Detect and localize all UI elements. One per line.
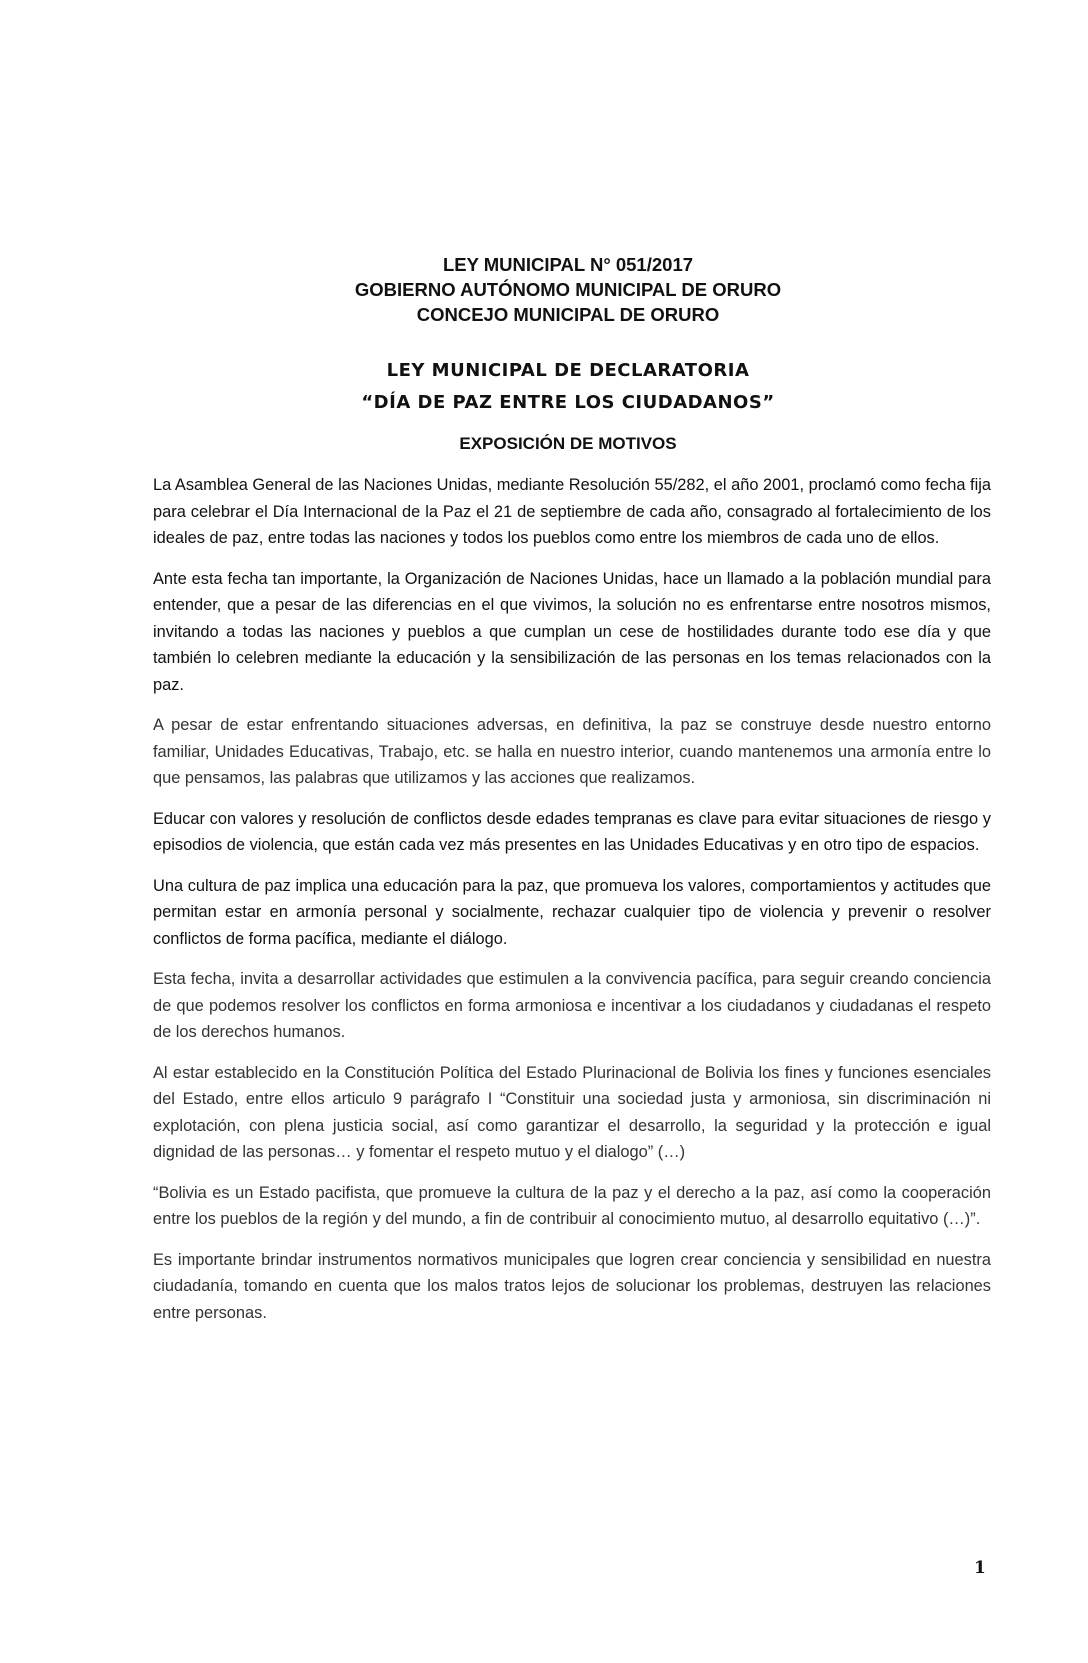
page-number: 1 [974,1558,986,1578]
document-header [153,252,983,327]
paragraph: Ante esta fecha tan importante, la Organización de Naciones Unidas, hace un llamado a la población mundial para entender, que a pesar de las diferencias en el que vivimos, la solución no es enfrentarse entre nosotros mismos, invitando a todas las naciones y pueblos a que cumplan un cese de hostilidades durante todo ese día y que también lo celebren mediante la educación y la sensibilización de las personas en los temas relacionados con la paz. [153,569,991,694]
paragraph: Al estar establecido en la Constitución Política del Estado Plurinacional de Bolivia los fines y funciones esenciales del Estado, entre ellos articulo 9 parágrafo I “Constituir una sociedad justa y armoniosa, sin discriminación ni explotación, con plena justicia social, así como garantizar el desarrollo, la seguridad y la protección e igual dignidad de las personas… y fomentar el respeto mutuo y el dialogo” (…) [153,1063,991,1161]
paragraph: “Bolivia es un Estado pacifista, que promueve la cultura de la paz y el derecho a la paz, así como la cooperación entre los pueblos de la región y del mundo, a fin de contribuir al conocimiento mutuo, al desarrollo equitativo (…)”. [153,1183,991,1228]
council-name: CONCEJO MUNICIPAL DE ORURO [416,304,720,325]
paragraph: La Asamblea General de las Naciones Unidas, mediante Resolución 55/282, el año 2001, proclamó como fecha fija para celebrar el Día Internacional de la Paz el 21 de septiembre de cada año, consagrado al fortalecimiento de los ideales de paz, entre todas las naciones y todos los pueblos como entre los miembros de cada uno de ellos. [153,476,991,547]
paragraph: Es importante brindar instrumentos normativos municipales que logren crear conciencia y sensibilidad en nuestra ciudadanía, tomando en cuenta que los malos tratos lejos de solucionar los problemas, destruyen las relaciones entre personas. [153,1250,991,1322]
title-line-1: LEY MUNICIPAL DE DECLARATORIA [386,360,750,381]
paragraph: Educar con valores y resolución de conflictos desde edades tempranas es clave para evitar situaciones de riesgo y episodios de violencia, que están cada vez más presentes en las Unidades Educativas y en otro tipo de espacios. [153,809,991,854]
section-heading: EXPOSICIÓN DE MOTIVOS [459,434,677,453]
paragraph: Esta fecha, invita a desarrollar actividades que estimulen a la convivencia pacífica, para seguir creando conciencia de que podemos resolver los conflictos en forma armoniosa e incentivar a los ciudadanos y ciudadanas el respeto de los derechos humanos. [153,970,991,1041]
paragraph: Una cultura de paz implica una educación para la paz, que promueva los valores, comportamientos y actitudes que permitan estar en armonía personal y socialmente, rechazar cualquier tipo de violencia y prevenir o resolver conflictos de forma pacífica, mediante el diálogo. [153,876,991,948]
title-line-2: “DÍA DE PAZ ENTRE LOS CIUDADANOS” [361,392,775,413]
document-body [153,472,991,1340]
government-name: GOBIERNO AUTÓNOMO MUNICIPAL DE ORURO [354,279,782,300]
law-number: LEY MUNICIPAL N° 051/2017 [442,254,694,275]
paragraph: A pesar de estar enfrentando situaciones adversas, en definitiva, la paz se construye desde nuestro entorno familiar, Unidades Educativas, Trabajo, etc. se halla en nuestro interior, cuando mantenemos una armonía entre lo que pensamos, las palabras que utilizamos y las acciones que realizamos. [153,716,991,787]
document-title [153,355,983,419]
